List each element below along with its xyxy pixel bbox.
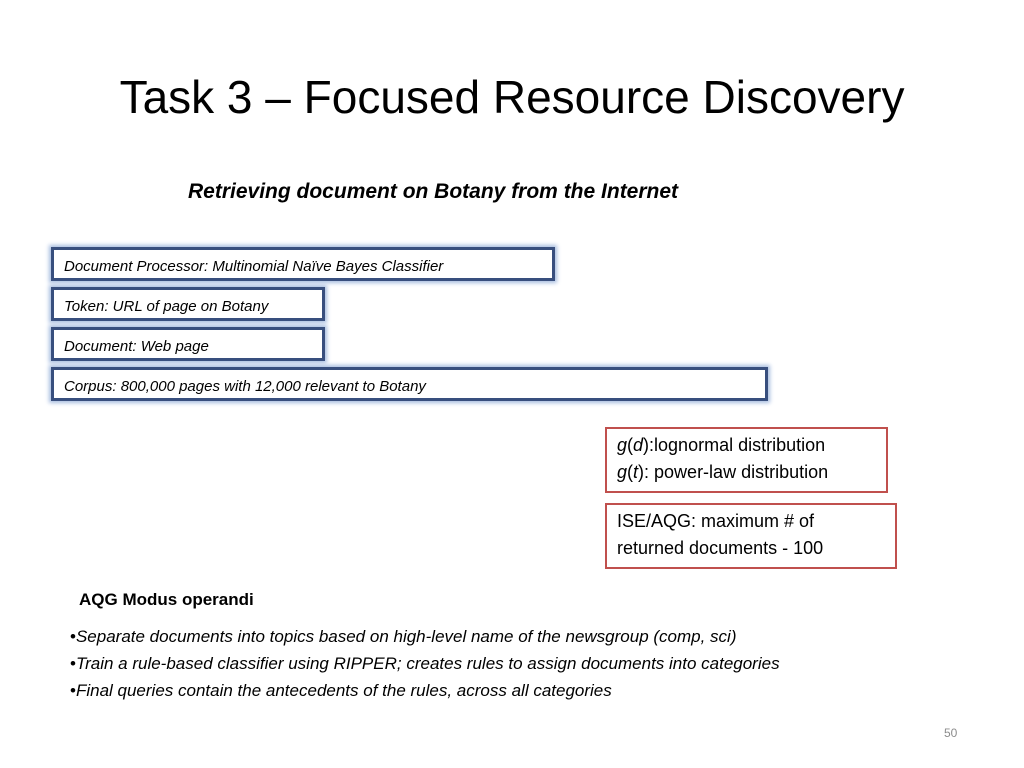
slide-title: Task 3 – Focused Resource Discovery <box>119 71 905 123</box>
ise-aqg-box <box>605 503 897 569</box>
bullet-icon: • <box>70 627 76 646</box>
list-item: •Train a rule-based classifier using RIPPER; creates rules to assign documents into categories <box>70 654 780 673</box>
list-item: •Final queries contain the antecedents of the rules, across all categories <box>70 681 612 700</box>
token-distribution-line: g(t): power-law distribution <box>617 462 829 482</box>
bullet-icon: • <box>70 681 76 700</box>
document-processor-box: Document Processor: Multinomial Naïve Bayes Classifier <box>51 247 555 281</box>
distribution-box <box>605 427 888 493</box>
document-box: Document: Web page <box>51 327 325 361</box>
token-box: Token: URL of page on Botany <box>51 287 325 321</box>
doc-distribution-line: g(d):lognormal distribution <box>617 435 826 455</box>
corpus-box: Corpus: 800,000 pages with 12,000 relevant to Botany <box>51 367 768 401</box>
ise-aqg-line-1: ISE/AQG: maximum # of <box>617 511 815 531</box>
aqg-bullet-list <box>70 623 780 704</box>
bullet-icon: • <box>70 654 76 673</box>
aqg-heading: AQG Modus operandi <box>79 590 254 609</box>
ise-aqg-line-2: returned documents - 100 <box>617 538 824 558</box>
page-number: 50 <box>944 726 958 740</box>
list-item: •Separate documents into topics based on high-level name of the newsgroup (comp, sci) <box>70 627 737 646</box>
slide-subtitle: Retrieving document on Botany from the Internet <box>188 180 679 203</box>
